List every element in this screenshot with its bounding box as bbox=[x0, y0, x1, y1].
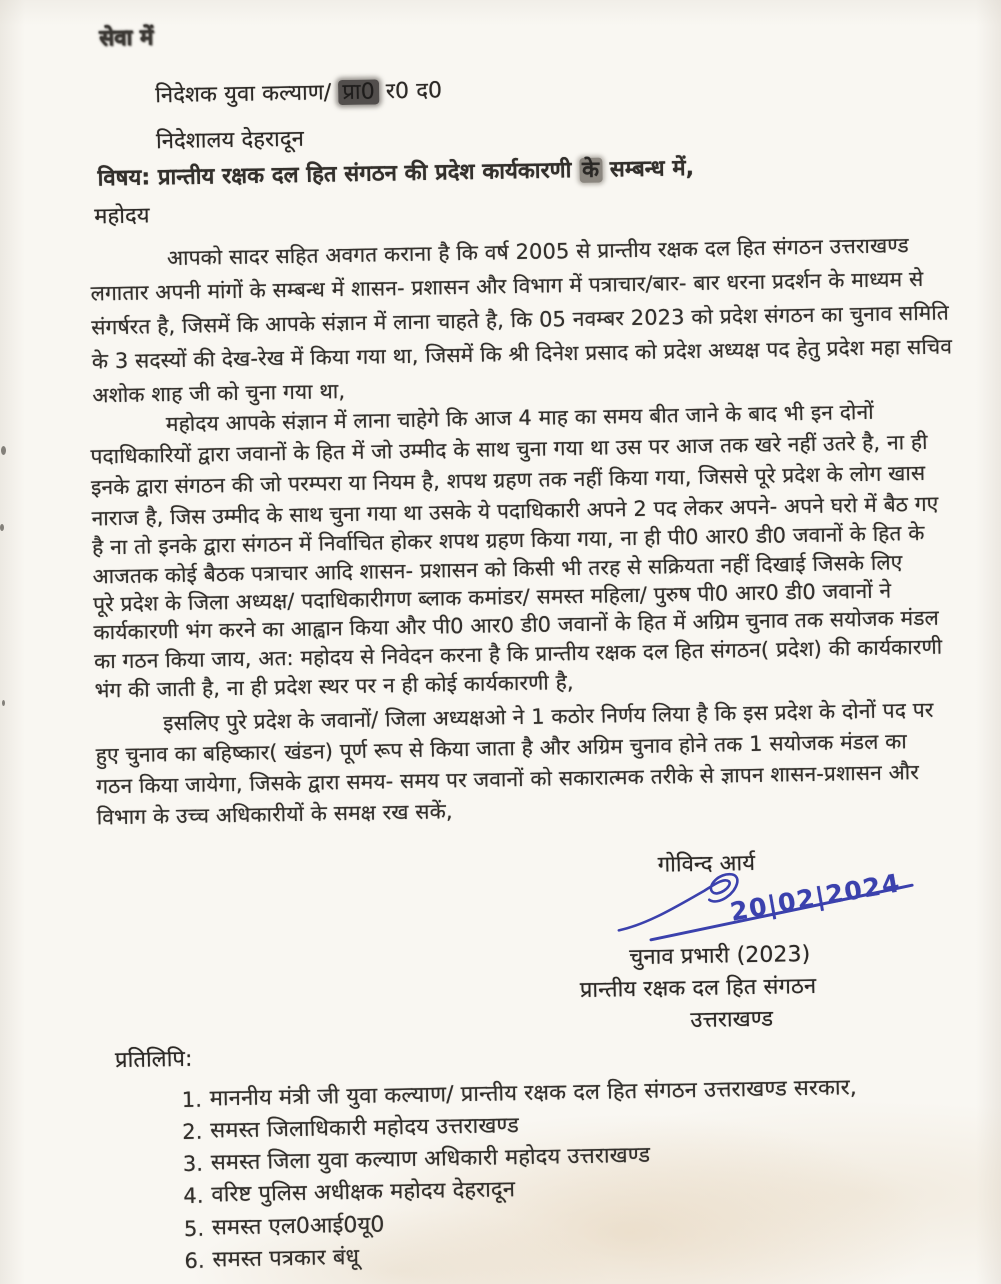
recipient-smudged-word: प्रा0 bbox=[338, 79, 379, 105]
para-line: संगर्षरत है, जिसमें कि आपके संज्ञान में लाना चाहते है, कि 05 नवम्बर 2023 को प्रदेश संगठन का चुनाव समिति bbox=[91, 300, 950, 340]
para-line: गठन किया जायेगा, जिसके द्वारा समय- समय पर जवानों को सकारात्मक तरीके से ज्ञापन शासन-प्रशासन और bbox=[96, 760, 920, 799]
copy-item-text: वरिष्ट पुलिस अधीक्षक महोदय देहरादून bbox=[211, 1177, 516, 1208]
subject-line bbox=[97, 155, 694, 193]
copy-item-number: 5. bbox=[183, 1216, 205, 1241]
signature-date-handwritten: 20|02|2024 bbox=[728, 868, 903, 927]
para-line: इसलिए पुरे प्रदेश के जवानों/ जिला अध्यक्षओ ने 1 कठोर निर्णय लिया है कि इस प्रदेश के दोनों पद पर bbox=[162, 697, 934, 736]
copy-item-text: समस्त जिलाधिकारी महोदय उत्तराखण्ड bbox=[210, 1113, 520, 1144]
copies-heading: प्रतिलिपि: bbox=[114, 1046, 193, 1074]
para-line: के 3 सदस्यों की देख-रेख में किया गया था, जिसमें कि श्री दिनेश प्रसाद को प्रदेश अध्यक्ष पद हेतु प्रदेश महा सचिव bbox=[91, 334, 953, 374]
para-line: हुए चुनाव का बहिष्कार( खंडन) पूर्ण रूप से किया जाता है और अग्रिम चुनाव होने तक 1 सयोजक मंडल का bbox=[95, 729, 908, 768]
copy-item-number: 3. bbox=[182, 1151, 204, 1176]
para-line: पदाधिकारियों द्वारा जवानों के हित में जो उम्मीद के साथ चुना गया था उस पर आज तक खरे नहीं उतरे है, ना ही bbox=[90, 429, 928, 469]
para-line: आजतक कोई बैठक पत्राचार आदि शासन- प्रशासन को किसी भी तरह से सक्रियता नहीं दिखाई जिसके लिए bbox=[92, 550, 903, 589]
scan-speck bbox=[0, 524, 4, 531]
signatory-organization: प्रान्तीय रक्षक दल हित संगठन bbox=[579, 973, 817, 1004]
subject-text: विषय: प्रान्तीय रक्षक दल हित संगठन की प्रदेश कार्यकारणी bbox=[97, 158, 572, 192]
para-line: महोदय आपके संज्ञान में लाना चाहेगे कि आज 4 माह का समय बीत जाने के बाद भी इन दोनों bbox=[165, 399, 874, 437]
recipient-line-1 bbox=[155, 77, 442, 110]
copy-item-number: 4. bbox=[183, 1183, 204, 1208]
para-line: इनके द्वारा संगठन की जो परम्परा या नियम है, शपथ ग्रहण तक नहीं किया गया, जिससे पूरे प्रदेश के लोग खास bbox=[90, 460, 926, 500]
signatory-state: उत्तराखण्ड bbox=[690, 1006, 774, 1034]
copy-item-text: समस्त जिला युवा कल्याण अधिकारी महोदय उत्तराखण्ड bbox=[210, 1142, 651, 1176]
copy-item-number: 2. bbox=[182, 1119, 203, 1144]
signatory-name: गोविन्द आर्य bbox=[657, 850, 756, 878]
copy-item-text: माननीय मंत्री जी युवा कल्याण/ प्रान्तीय रक्षक दल हित संगठन उत्तराखण्ड सरकार, bbox=[209, 1075, 858, 1112]
recipient-line-2: निदेशालय देहरादून bbox=[155, 126, 305, 155]
para-line: का गठन किया जाय, अत: महोदय से निवेदन करना है कि प्रान्तीय रक्षक दल हित संगठन( प्रदेश) की कार्यकारणी bbox=[93, 634, 943, 674]
para-line: विभाग के उच्च अधिकारीयों के समक्ष रख सकें, bbox=[96, 799, 453, 830]
copy-item-number: 6. bbox=[184, 1248, 206, 1273]
scan-speck bbox=[2, 700, 5, 706]
para-line: आपको सादर सहित अवगत कराना है कि वर्ष 2005 से प्रान्तीय रक्षक दल हित संगठन उत्तराखण्ड bbox=[166, 233, 909, 271]
para-line: भंग की जाती है, ना ही प्रदेश स्थर पर न ही कोई कार्यकारणी है, bbox=[94, 670, 574, 703]
copy-item-text: समस्त पत्रकार बंधू bbox=[212, 1244, 360, 1273]
para-line: है ना तो इनके द्वारा संगठन में निर्वाचित होकर शपथ ग्रहण किया गया, ना ही पी0 आर0 डी0 जवानों के हित के bbox=[91, 520, 925, 560]
salutation: महोदय bbox=[94, 203, 150, 230]
scan-speck bbox=[1, 446, 6, 455]
to-label: सेवा में bbox=[98, 25, 154, 52]
copy-item-text: समस्त एल0आई0यू0 bbox=[211, 1212, 385, 1241]
subject-text-end: सम्बन्ध में, bbox=[609, 155, 695, 183]
signatory-title: चुनाव प्रभारी (2023) bbox=[629, 942, 811, 971]
para-line: लगातार अपनी मांगों के सम्बन्ध में शासन- प्रशासन और विभाग में पत्राचार/बार- बार धरना प्रदर्शन के माध्यम से bbox=[90, 266, 924, 306]
subject-smudged-word: के bbox=[579, 158, 602, 183]
para-line: पूरे प्रदेश के जिला अध्यक्ष/ पदाधिकारीगण ब्लाक कमांडर/ समस्त महिला/ पुरुष पी0 आर0 डी0 जवानों ने bbox=[92, 578, 892, 617]
copy-item-number: 1. bbox=[181, 1087, 203, 1112]
para-line: कार्यकारणी भंग करने का आह्वान किया और पी0 आर0 डी0 जवानों के हित में अग्रिम चुनाव तक सयोजक मंडल bbox=[93, 605, 940, 645]
para-line: नाराज है, जिस उम्मीद के साथ चुना गया था उसके ये पदाधिकारी अपने 2 पद लेकर अपने- अपने घरो में बैठ गए bbox=[91, 491, 939, 531]
recipient-dept-abbrev: र0 द0 bbox=[385, 78, 443, 105]
recipient-designation: निदेशक युवा कल्याण/ bbox=[154, 80, 332, 109]
para-line: अशोक शाह जी को चुना गया था, bbox=[92, 379, 346, 408]
